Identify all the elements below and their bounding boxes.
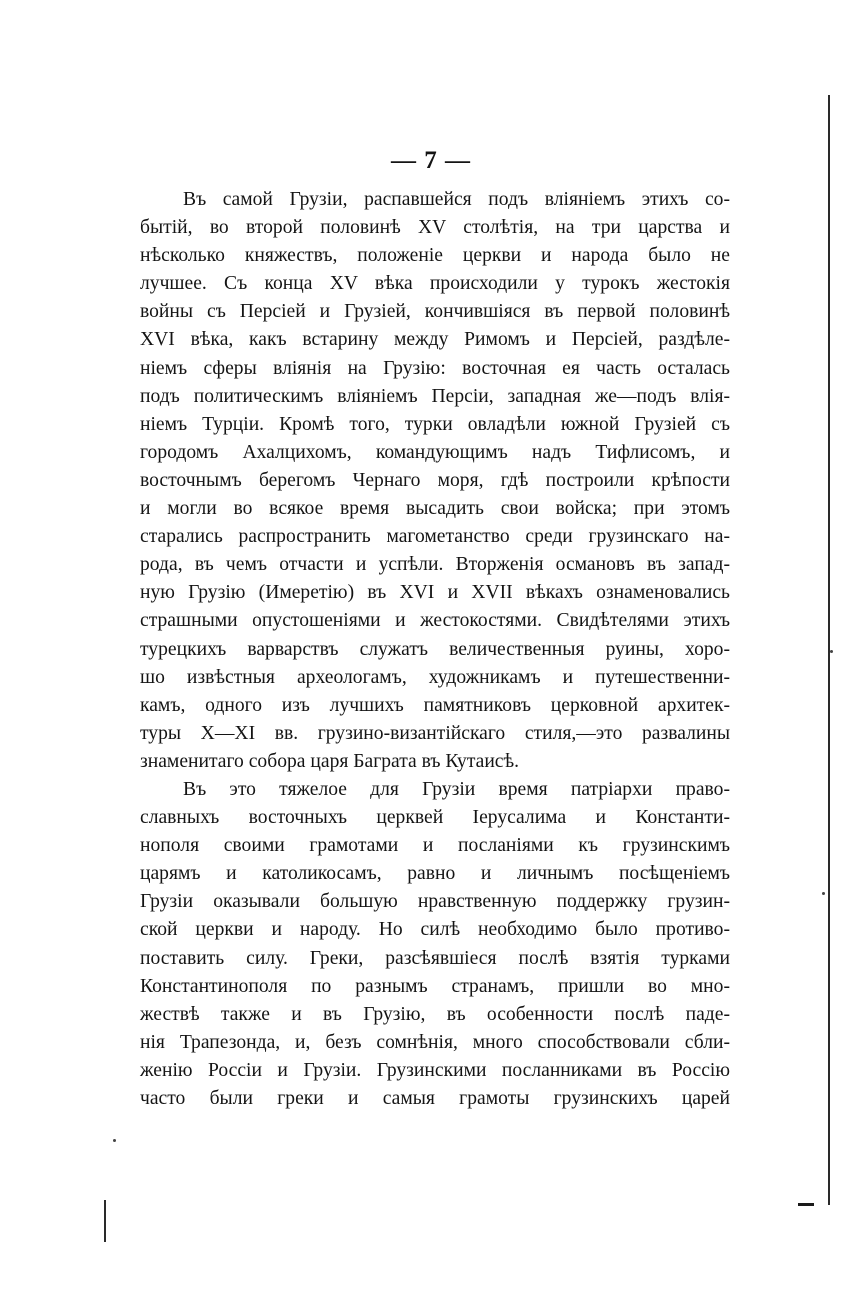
paragraph-2 [140, 776, 730, 1113]
text-line: часто были греки и самыя грамоты грузинскихъ царей [140, 1088, 730, 1109]
text-line: городомъ Ахалцихомъ, командующимъ надъ Тифлисомъ, и [140, 441, 730, 463]
text-line: поставить силу. Греки, разсѣявшіеся послѣ взятія турками [140, 947, 730, 969]
text-line: Константинополя по разнымъ странамъ, пришли во мно- [140, 975, 730, 997]
text-line: и могли во всякое время высадить свои войска; при этомъ [140, 498, 730, 520]
paragraph-1 [140, 186, 730, 776]
text-line: ской церкви и народу. Но силѣ необходимо было противо- [140, 919, 730, 941]
text-line: войны съ Персіей и Грузіей, кончившіяся въ первой половинѣ [140, 301, 730, 323]
text-line: знаменитаго собора царя Баграта въ Кутаисѣ. [140, 750, 520, 772]
text-line: нополя своими грамотами и посланіями къ грузинскимъ [140, 835, 730, 857]
text-line: Въ это тяжелое для Грузіи время патріархи право- [183, 778, 730, 800]
text-line: подъ политическимъ вліяніемъ Персіи, западная же—подъ влія- [140, 385, 730, 407]
scan-speck [113, 1139, 116, 1142]
text-line: нія Трапезонда, и, безъ сомнѣнія, много способствовали сбли- [140, 1031, 730, 1053]
text-line: Грузіи оказывали большую нравственную поддержку грузин- [140, 891, 730, 913]
scan-speck [822, 892, 825, 895]
text-line: бытій, во второй половинѣ XV столѣтія, на три царства и [140, 217, 730, 239]
text-line: ніемъ сферы вліянія на Грузію: восточная ея часть осталась [140, 357, 730, 379]
text-line: царямъ и католикосамъ, равно и личнымъ посѣщеніемъ [140, 863, 730, 885]
text-line: старались распространить магометанство среди грузинскаго на- [140, 526, 730, 548]
text-line: Въ сaмой Грузіи, распавшейся подъ вліяніемъ этихъ со- [183, 189, 730, 210]
text-line: туры X—XI вв. грузино-византійскаго стиля,—это развалины [140, 722, 730, 744]
text-line: рода, въ чемъ отчасти и успѣли. Вторженія османовъ въ запад- [140, 554, 730, 576]
text-line: ную Грузію (Имеретію) въ XVI и XVII вѣкахъ ознаменовались [140, 582, 730, 604]
text-line: нѣсколько княжествъ, положеніе церкви и народа было не [140, 245, 730, 267]
text-line: турецкихъ варварствъ служатъ величественныя руины, хоро- [140, 638, 730, 660]
text-line: камъ, одного изъ лучшихъ памятниковъ церковной архитек- [140, 694, 730, 716]
margin-dash-mark [798, 1203, 814, 1206]
margin-tick-mark [104, 1200, 106, 1242]
text-line: ніемъ Турціи. Кромѣ того, турки овладѣли южной Грузіей съ [140, 413, 730, 435]
scan-speck [830, 650, 833, 653]
text-line: страшными опустошеніями и жестокостями. Свидѣтелями этихъ [140, 610, 730, 632]
text-line: жествѣ также и въ Грузію, въ особенности послѣ паде- [140, 1003, 730, 1025]
text-line: славныхъ восточныхъ церквей Іерусалима и Константи- [140, 807, 730, 829]
text-line: лучшее. Съ конца XV вѣка происходили у турокъ жестокія [140, 273, 730, 295]
text-line: шо извѣстныя археологамъ, художникамъ и путешественни- [140, 666, 730, 688]
text-line: XVI вѣка, какъ встарину между Римомъ и Персіей, раздѣле- [140, 329, 730, 351]
body-text [140, 186, 730, 1113]
text-line: восточнымъ берегомъ Чернаго моря, гдѣ построили крѣпости [140, 469, 730, 491]
text-line: женію Россіи и Грузіи. Грузинскими посланниками въ Россію [140, 1059, 730, 1081]
page-number: — 7 — [391, 147, 471, 174]
